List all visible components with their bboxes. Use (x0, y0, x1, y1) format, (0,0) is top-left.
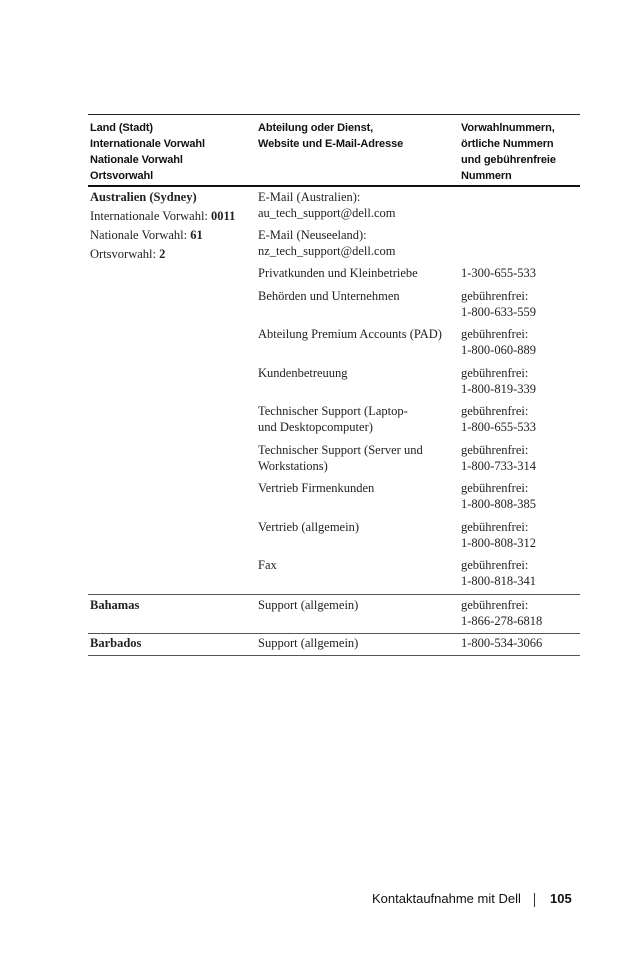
country-name: Barbados (90, 636, 142, 650)
service-line: E-Mail (Australien): (258, 190, 361, 204)
header-numbers (461, 120, 556, 184)
number-line: gebührenfrei: (461, 558, 529, 572)
service-support: Support (allgemein) (258, 598, 359, 612)
number-line: gebührenfrei: (461, 289, 529, 303)
table-top-rule (88, 114, 580, 115)
number-government (461, 288, 536, 320)
number-general-sales (461, 519, 536, 551)
number-fax (461, 557, 536, 589)
number-tech-laptop (461, 403, 536, 435)
header-line: örtliche Nummern (461, 138, 554, 150)
number-support: 1-800-534-3066 (461, 636, 543, 650)
service-government: Behörden und Unternehmen (258, 289, 400, 303)
service-line: E-Mail (Neuseeland): (258, 228, 367, 242)
number-line: gebührenfrei: (461, 327, 529, 341)
service-tech-server (258, 442, 423, 474)
country-name: Bahamas (90, 598, 140, 612)
intl-code-value: 0011 (211, 209, 236, 223)
service-corporate-sales: Vertrieb Firmenkunden (258, 481, 375, 495)
number-line: 1-800-808-385 (461, 497, 536, 511)
number-corporate-sales (461, 480, 536, 512)
local-code-label: Ortsvorwahl: (90, 247, 160, 261)
number-support (461, 597, 542, 629)
service-line: Technischer Support (Server und (258, 443, 423, 457)
service-general-sales: Vertrieb (allgemein) (258, 520, 359, 534)
service-premium: Abteilung Premium Accounts (PAD) (258, 327, 442, 341)
number-customer-care (461, 365, 536, 397)
national-code-label: Nationale Vorwahl: (90, 228, 191, 242)
number-private: 1-300-655-533 (461, 266, 536, 280)
service-line: Workstations) (258, 459, 328, 473)
service-tech-laptop (258, 403, 408, 435)
local-code (90, 246, 165, 262)
footer-title: Kontaktaufnahme mit Dell (372, 891, 521, 906)
number-premium (461, 326, 536, 358)
header-line: Abteilung oder Dienst, (258, 122, 374, 134)
table-bottom-rule (88, 655, 580, 656)
number-line: gebührenfrei: (461, 481, 529, 495)
service-line: Technischer Support (Laptop- (258, 404, 408, 418)
local-code-value: 2 (159, 247, 166, 261)
number-tech-server (461, 442, 536, 474)
number-line: gebührenfrei: (461, 598, 529, 612)
header-line: Nummern (461, 170, 512, 182)
number-line: 1-800-633-559 (461, 305, 536, 319)
number-line: 1-800-818-341 (461, 574, 536, 588)
service-line: und Desktopcomputer) (258, 420, 373, 434)
header-bottom-rule (88, 185, 580, 187)
footer-separator (534, 893, 535, 907)
header-line: Internationale Vorwahl (90, 138, 205, 150)
intl-code-label: Internationale Vorwahl: (90, 209, 212, 223)
email-address: nz_tech_support@dell.com (258, 244, 396, 258)
header-service (258, 120, 403, 152)
country-name: Australien (Sydney) (90, 190, 197, 204)
row-divider (88, 594, 580, 595)
service-customer-care: Kundenbetreuung (258, 366, 348, 380)
header-line: Website und E-Mail-Adresse (258, 138, 404, 150)
intl-code (90, 208, 235, 224)
header-line: Nationale Vorwahl (90, 154, 183, 166)
header-country (90, 120, 205, 184)
service-email-nz (258, 227, 396, 259)
number-line: gebührenfrei: (461, 520, 529, 534)
national-code-value: 61 (190, 228, 203, 242)
number-line: 1-800-060-889 (461, 343, 536, 357)
header-line: Ortsvorwahl (90, 170, 154, 182)
email-address: au_tech_support@dell.com (258, 206, 396, 220)
number-line: 1-800-655-533 (461, 420, 536, 434)
national-code (90, 227, 203, 243)
number-line: gebührenfrei: (461, 366, 529, 380)
number-line: 1-800-808-312 (461, 536, 536, 550)
number-line: 1-800-733-314 (461, 459, 536, 473)
row-divider (88, 633, 580, 634)
service-support: Support (allgemein) (258, 636, 359, 650)
service-fax: Fax (258, 558, 277, 572)
number-line: 1-866-278-6818 (461, 614, 543, 628)
header-line: und gebührenfreie (461, 154, 556, 166)
service-private: Privatkunden und Kleinbetriebe (258, 266, 418, 280)
number-line: 1-800-819-339 (461, 382, 536, 396)
service-email-au (258, 189, 396, 221)
page-number: 105 (550, 891, 572, 906)
number-line: gebührenfrei: (461, 443, 529, 457)
header-line: Land (Stadt) (90, 122, 153, 134)
header-line: Vorwahlnummern, (461, 122, 555, 134)
number-line: gebührenfrei: (461, 404, 529, 418)
